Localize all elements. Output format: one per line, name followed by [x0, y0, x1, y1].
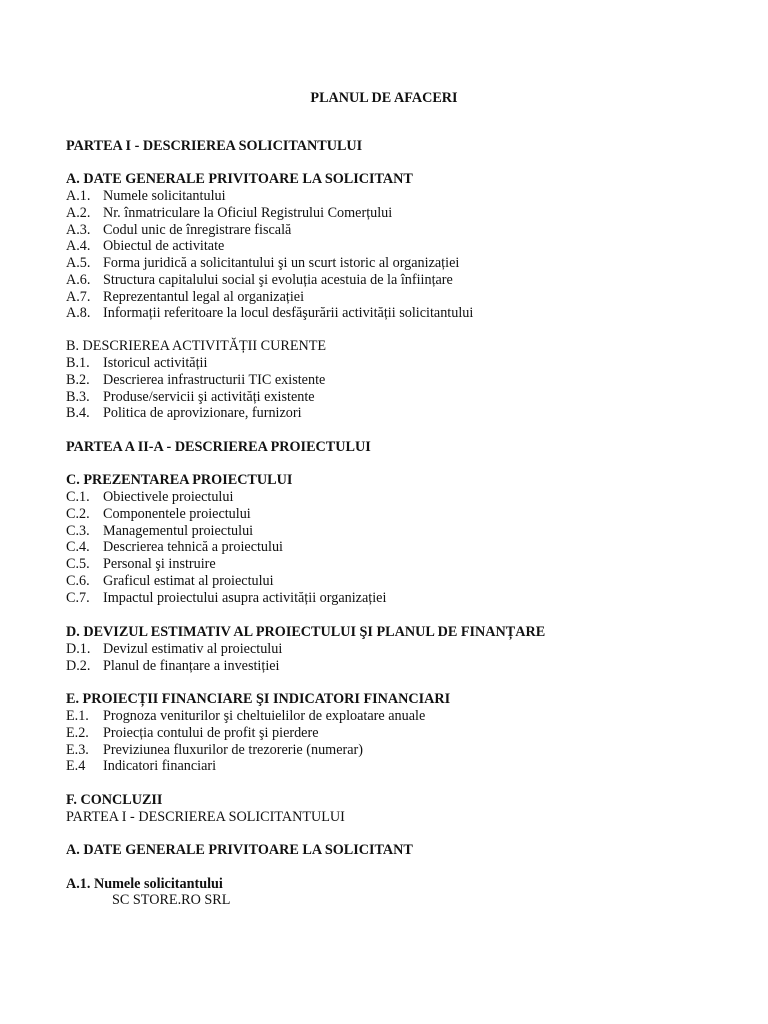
item-text: Descrierea infrastructurii TIC existente — [103, 371, 326, 388]
item-text: Prognoza veniturilor şi cheltuielilor de exploatare anuale — [103, 708, 426, 724]
list-item — [66, 355, 325, 372]
section-a-list — [66, 188, 473, 322]
item-code: E.1. — [66, 708, 89, 724]
list-item — [66, 658, 282, 675]
item-code: A.4. — [66, 238, 91, 255]
item-text: Descrierea tehnică a proiectului — [103, 539, 284, 556]
item-code: C.6. — [66, 572, 90, 589]
item-code: C.5. — [66, 556, 90, 572]
section-d-list — [66, 641, 282, 675]
item-text: Previziunea fluxurilor de trezorerie (numerar) — [103, 741, 363, 758]
item-text: Nr. înmatriculare la Oficiul Registrului Comerțului — [103, 204, 393, 221]
section-b-heading: B. DESCRIEREA ACTIVITĂȚII CURENTE — [66, 338, 327, 354]
list-item — [66, 641, 282, 658]
section-e-list — [66, 708, 425, 775]
item-code: C.2. — [66, 505, 90, 522]
list-item — [66, 238, 473, 255]
section-d-heading: D. DEVIZUL ESTIMATIV AL PROIECTULUI ŞI PLANUL DE FINANȚARE — [66, 624, 546, 640]
list-item — [66, 205, 473, 222]
item-text: Devizul estimativ al proiectului — [103, 641, 283, 657]
item-text: Forma juridică a solicitantului şi un scurt istoric al organizației — [103, 255, 460, 271]
item-code: D.2. — [66, 657, 91, 674]
list-item — [66, 573, 386, 590]
item-code: C.7. — [66, 589, 90, 606]
item-code: A.7. — [66, 288, 91, 305]
list-item — [66, 289, 473, 306]
list-item — [66, 506, 386, 523]
item-code: A.5. — [66, 255, 91, 271]
list-item — [66, 556, 386, 573]
item-text: Personal şi instruire — [103, 556, 216, 572]
item-text: Graficul estimat al proiectului — [103, 572, 274, 589]
item-code: E.2. — [66, 724, 89, 741]
item-text: Structura capitalului social şi evoluția acestuia de la înființare — [103, 271, 453, 288]
item-code: A.8. — [66, 305, 91, 322]
item-text: Planul de finanțare a investiției — [103, 657, 280, 674]
section-f-heading: F. CONCLUZII — [66, 792, 163, 808]
item-text: Obiectul de activitate — [103, 238, 225, 255]
list-item — [66, 389, 325, 406]
item-code: C.4. — [66, 539, 90, 556]
list-item — [66, 405, 325, 422]
item-code: E.3. — [66, 741, 89, 758]
item-text: Codul unic de înregistrare fiscală — [103, 221, 292, 238]
section-c-list — [66, 489, 386, 606]
item-code: B.2. — [66, 371, 90, 388]
item-code: A.1. — [66, 188, 91, 204]
section-a-heading: A. DATE GENERALE PRIVITOARE LA SOLICITANT — [66, 171, 413, 187]
item-text: Obiectivele proiectului — [103, 489, 234, 505]
part1-heading: PARTEA I - DESCRIEREA SOLICITANTULUI — [66, 138, 363, 154]
section-c-heading: C. PREZENTAREA PROIECTULUI — [66, 472, 293, 488]
section-a-repeat-heading: A. DATE GENERALE PRIVITOARE LA SOLICITANT — [66, 842, 413, 858]
item-code: B.4. — [66, 405, 90, 422]
list-item — [66, 523, 386, 540]
item-text: Informații referitoare la locul desfăşurării activității solicitantului — [103, 305, 474, 322]
list-item — [66, 742, 425, 759]
item-code: B.3. — [66, 388, 90, 405]
list-item — [66, 255, 473, 272]
part1-repeat-heading: PARTEA I - DESCRIEREA SOLICITANTULUI — [66, 809, 345, 825]
item-text: Numele solicitantului — [103, 188, 226, 204]
item-text: Componentele proiectului — [103, 505, 251, 522]
list-item — [66, 758, 425, 775]
item-text: Impactul proiectului asupra activității organizației — [103, 589, 387, 606]
section-b-list — [66, 355, 325, 422]
list-item — [66, 590, 386, 607]
list-item — [66, 708, 425, 725]
item-code: E.4 — [66, 758, 86, 775]
item-text: Proiecția contului de profit şi pierdere — [103, 724, 319, 741]
item-text: Indicatori financiari — [103, 758, 217, 775]
item-text: Istoricul activității — [103, 355, 208, 371]
part2-heading: PARTEA A II-A - DESCRIEREA PROIECTULUI — [66, 439, 371, 455]
list-item — [66, 305, 473, 322]
list-item — [66, 539, 386, 556]
section-e-heading: E. PROIECȚII FINANCIARE ŞI INDICATORI FINANCIARI — [66, 691, 451, 707]
list-item — [66, 272, 473, 289]
item-text: Managementul proiectului — [103, 522, 254, 539]
list-item — [66, 372, 325, 389]
item-code: A.3. — [66, 221, 91, 238]
document-title: PLANUL DE AFACERI — [310, 90, 458, 106]
item-code: A.6. — [66, 271, 91, 288]
item-text: Politica de aprovizionare, furnizori — [103, 405, 302, 422]
item-code: A.2. — [66, 204, 91, 221]
list-item — [66, 489, 386, 506]
item-text: Produse/servicii şi activități existente — [103, 388, 315, 405]
item-code: B.1. — [66, 355, 90, 371]
list-item — [66, 725, 425, 742]
item-code: C.1. — [66, 489, 90, 505]
a1-heading: A.1. Numele solicitantului — [66, 876, 223, 892]
item-code: D.1. — [66, 641, 91, 657]
list-item — [66, 188, 473, 205]
item-text: Reprezentantul legal al organizației — [103, 288, 305, 305]
list-item — [66, 222, 473, 239]
company-name: SC STORE.RO SRL — [112, 892, 231, 908]
item-code: C.3. — [66, 522, 90, 539]
